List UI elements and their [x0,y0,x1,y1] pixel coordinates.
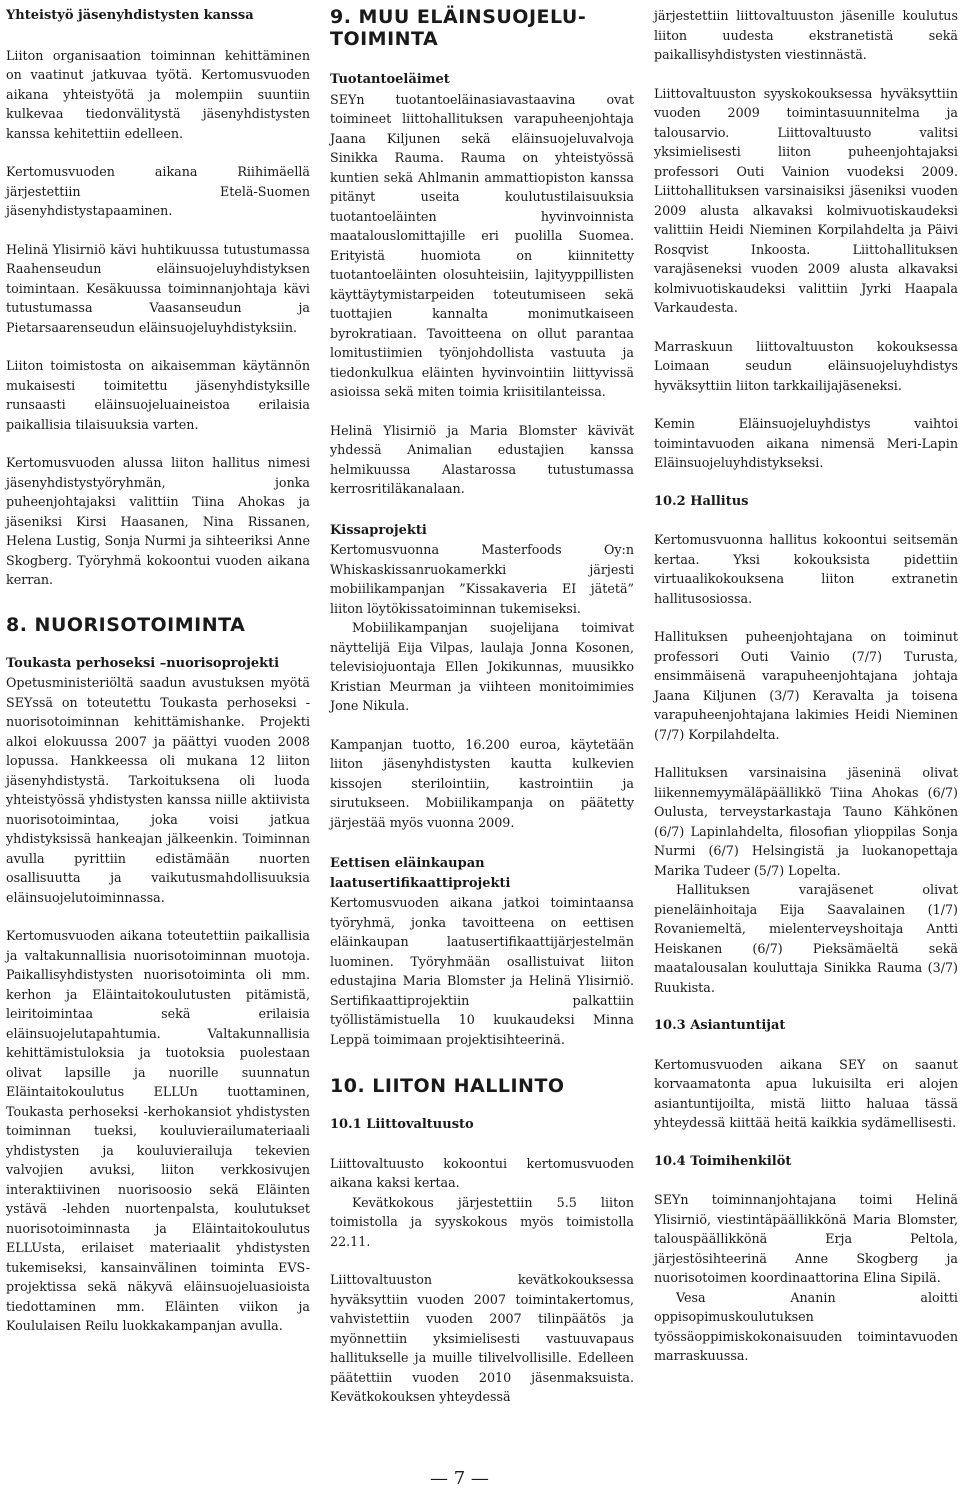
subheading: Eettisen eläinkaupan laatusertifikaattiprojekti [330,856,511,891]
paragraph: Kemin Eläinsuojeluyhdistys vaihtoi toimintavuoden aikana nimensä Meri-Lapin Eläinsuojeluyhdistykseksi. [654,416,958,470]
paragraph: Liittovaltuuston kevätkokouksessa hyväksyttiin vuoden 2007 toimintakertomus, vahvistettiin vuoden 2007 tilinpäätös ja myönnettiin yksimielisesti vastuuvapaus hallitukselle ja muille tilivelvollisille. Edelleen päätettiin vuoden 2010 jäsenmaksuista. Kevätkokouksen yhteydessä [330,1272,634,1404]
paragraph: Liiton toimistosta on aikaisemman käytännön mukaisesti toimitettu jäsenyhdistyksille runsaasti eläinsuojeluaineistoa erilaisia paikallisia tilaisuuksia varten. [6,358,310,432]
paragraph: Kertomusvuoden aikana jatkoi toimintaansa työryhmä, jonka tavoitteena on eettisen eläinkaupan laatusertifikaattijärjestelmän luominen. Työryhmään osallistuivat liiton edustajina Maria Blomster ja Helinä Ylisirniö. Sertifikaattiprojektiin palkattiin työllistämistuella 10 kuukaudeksi Minna Leppä toimimaan projektisihteerinä. [330,895,634,1047]
column-left [6,0,310,1336]
paragraph: Kertomusvuonna Masterfoods Oy:n Whiskaskissanruokamerkki järjesti mobiilikampanjan ”Kissakaveria EI jätetä” liiton löytökissatoiminnan tukemiseksi. [330,542,634,616]
paragraph: Kertomusvuoden aikana toteutettiin paikallisia ja valtakunnallisia nuorisotoiminnan muotoja. Paikallisyhdistysten nuorisotoiminta oli mm. kerhon ja Eläintaitokoulutusten pitämistä, leiritoimintaa sekä erilaisia eläinsuojelutapahtumia. Valtakunnallisia kehittämistuloksia ja tuotoksia puolestaan olivat lapsille ja nuorille suunnatun Eläintaitokoulutus ELLUn tuottaminen, Toukasta perhoseksi -kerhokansiot yhdistysten toiminnan tueksi, kouluvierailumateriaali yhdistysten ja kouluvierailuja tekevien valvojien avuksi, liiton verkkosivujen interaktiivinen nuorisoosio sekä Eläinten ystävä -lehden nuortenpalsta, koulutukset nuorisotoiminnasta ja Eläintaitokoulutus ELLUsta, erilaiset materiaalit yhdistysten tukemiseksi, kansainvälinen toiminta EVS-projektissa sekä näkyvä eläinsuojeluasioista tiedottaminen mm. Eläinten viikon ja Koululaisen Reilu luokkakampanjan avulla. [6,928,310,1333]
paragraph: Liittovaltuusto kokoontui kertomusvuoden aikana kaksi kertaa. [330,1155,634,1190]
paragraph: Helinä Ylisirniö ja Maria Blomster kävivät yhdessä Animalian edustajien kanssa helmikuussa Alastarossa tutustumassa kerrosritiläkanalaan. [330,422,634,496]
paragraph: Opetusministeriöltä saadun avustuksen myötä SEYssä on toteutettu Toukasta perhoseksi -nuorisotoiminnan kehittämishanke. Projekti alkoi elokuussa 2007 ja päättyi vuoden 2008 lopussa. Hankkeessa oli mukana 12 liiton jäsenyhdistystä. Tarkoituksena oli luoda yhteistyössä yhdistysten kanssa niille aktiivista nuorisotoimintaa, joka voisi jatkua yhdistyksissä hankeajan jälkeenkin. Toiminnan avulla pyrittiin edistämään nuorten osallisuutta ja vaikutusmahdollisuuksia eläinsuojelutoiminnassa. [6,675,310,905]
paragraph: Mobiilikampanjan suojelijana toimivat näyttelijä Eija Vilpas, laulaja Jonna Kosonen, televisiojuontaja Ellen Jokikunnas, muusikko Kristian Meurman ja viihteen monitoimimies Jone Nikula. [330,620,634,713]
subheading: 10.3 Asiantuntijat [654,1018,786,1033]
paragraph: Kampanjan tuotto, 16.200 euroa, käytetään liiton jäsenyhdistysten kautta kulkevien kissojen sterilointiin, kastrointiin ja sirutukseen. Mobiilikampanja on päätetty järjestää myös vuonna 2009. [330,736,634,830]
chapter-heading: 8. NUORISOTOIMINTA [6,613,246,636]
section-heading: Yhteistyö jäsenyhdistysten kanssa [6,8,254,23]
paragraph: Hallituksen varajäsenet olivat pieneläinhoitaja Eija Saavalainen (1/7) Rovaniemeltä, mielenterveyshoitaja Antti Heiskanen (6/7) Pieksämäeltä sekä maatalousalan kouluttaja Sinikka Rauma (3/7) Ruukista. [654,882,958,995]
subheading: Toukasta perhoseksi –nuorisoprojekti [6,655,280,671]
column-middle [330,0,634,1407]
paragraph: Liittovaltuuston syyskokouksessa hyväksyttiin vuoden 2009 toimintasuunnitelma ja talousarvio. Liittovaltuusto valitsi yksimielisesti liiton puheenjohtajaksi professori Outi Vainion vuodeksi 2009. Liittohallituksen varsinaisiksi jäseniksi vuoden 2009 alusta alkavaksi kolmivuotiskaudeksi valittiin Heidi Nieminen Korpilahdelta ja Päivi Rosqvist Inkoosta. Liittohallituksen varajäseneksi vuoden 2009 alusta alkavaksi kolmivuotiskaudeksi valittiin Jyrki Haapala Varkaudesta. [654,85,958,315]
page-number: — 7 — [430,1468,489,1489]
chapter-heading: 10. LIITON HALLINTO [330,1075,565,1097]
paragraph: Marraskuun liittovaltuuston kokouksessa Loimaan seudun eläinsuojeluyhdistys hyväksyttiin liiton tarkkailijajäseneksi. [654,338,958,393]
subheading: 10.1 Liittovaltuusto [330,1117,474,1132]
subheading: 10.4 Toimihenkilöt [654,1153,792,1169]
paragraph: SEYn tuotantoeläinasiavastaavina ovat toimineet liittohallituksen varapuheenjohtaja Jaana Kiljunen sekä eläinsuojeluvalvoja Sinikka Rauma. Rauma on yhteistyössä kuntien sekä Ahlmanin ammattiopiston kanssa pitänyt useita koulutustilaisuuksia tuotantoeläinten hyvinvoinnista maatalouslomittajille eri puolilla Suomea. Erityistä huomiota on kiinnitetty tuotantoeläinten olosuhteisiin, lajityyppillisten käyttäytymistarpeiden toteutumiseen sekä tuottajien kannalta monimutkaiseen byrokratiaan. Tavoitteena on ollut parantaa lomitustiimien työnjohdollista vastuuta ja tiedonkulkua eläinten hyvinvointiin liittyvissä asioissa sekä miten toimia kriisitilanteissa. [330,91,634,399]
paragraph: Helinä Ylisirniö kävi huhtikuussa tutustumassa Raahenseudun eläinsuojeluyhdistyksen toimintaan. Kesäkuussa toiminnanjohtaja kävi tutustumassa Vaasanseudun ja Pietarsaarenseudun eläinsuojeluyhdistyksiin. [6,241,310,335]
paragraph: Liiton organisaation toiminnan kehittäminen on vaatinut jatkuvaa työtä. Kertomusvuoden aikana yhteistyötä ja molempiin suuntiin kulkevaa tiedonvälitystä jäsenyhdistysten kanssa kehitettiin edelleen. [6,47,310,141]
paragraph: Kertomusvuoden alussa liiton hallitus nimesi jäsenyhdistystyöryhmän, jonka puheenjohtajaksi valittiin Tiina Ahokas ja jäseniksi Kirsi Haasanen, Nina Rissanen, Helena Lustig, Sonja Nurmi ja sihteeriksi Anne Skogberg. Työryhmä kokoontui vuoden aikana kerran. [6,455,310,587]
paragraph: Hallituksen varsinaisina jäseninä olivat liikennemyymäläpäällikkö Tiina Ahokas (6/7) Oulusta, terveystarkastaja Tauno Kähkönen (6/7) Lapinlahdelta, filosofian ylioppilas Sonja Nurmi (6/7) Helsingistä ja luokanopettaja Marika Tudeer (5/7) Lopelta. [654,765,958,878]
paragraph: Kevätkokous järjestettiin 5.5 liiton toimistolla ja syyskokous myös toimistolla 22.11. [330,1194,634,1249]
chapter-heading: 9. MUU ELÄINSUOJELU-TOIMINTA [330,6,587,50]
paragraph: Kertomusvuonna hallitus kokoontui seitsemän kertaa. Yksi kokouksista pidettiin virtuaalikokouksena liiton extranetin hallitusosiossa. [654,532,958,606]
paragraph: Kertomusvuoden aikana Riihimäellä järjestettiin Etelä-Suomen jäsenyhdistystapaaminen. [6,164,310,218]
subheading: Tuotantoeläimet [330,72,450,87]
column-right [654,0,958,1366]
paragraph: SEYn toiminnanjohtajana toimi Helinä Ylisirniö, viestintäpäällikkönä Maria Blomster, talouspäällikkönä Erja Peltola, järjestösihteerinä Anne Skogberg ja nuorisotoimen koordinaattorina Elina Sipilä. [654,1192,958,1285]
subheading: Kissaprojekti [330,522,427,538]
paragraph: Hallituksen puheenjohtajana on toiminut professori Outi Vainio (7/7) Turusta, ensimmäisenä varapuheenjohtajana johtaja Jaana Kiljunen (3/7) Keravalta ja toisena varapuheenjohtajana lakimies Heidi Nieminen (7/7) Korpilahdelta. [654,629,958,742]
paragraph: järjestettiin liittovaltuuston jäsenille koulutus liiton uudesta ekstranetistä sekä paikallisyhdistysten viestinnästä. [654,8,958,62]
paragraph: Vesa Ananin aloitti oppisopimuskoulutuksen työssäoppimiskokonaisuuden toimintavuoden marraskuussa. [654,1289,958,1363]
subheading: 10.2 Hallitus [654,493,749,509]
paragraph: Kertomusvuoden aikana SEY on saanut korvaamatonta apua lukuisilta eri alojen asiantuntijoilta, mistä liitto haluaa tässä yhteydessä kiittää heitä kaikkia sydämellisesti. [654,1056,958,1130]
